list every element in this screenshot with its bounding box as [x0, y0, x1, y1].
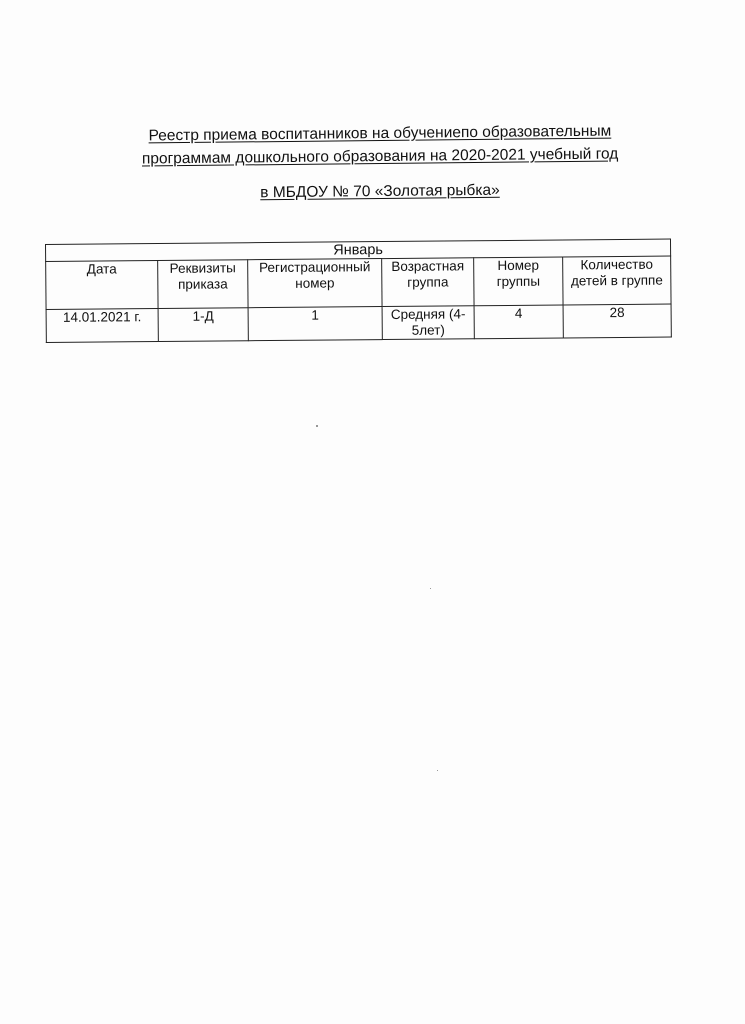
register-table [45, 239, 672, 343]
cell-age-group: Средняя (4-5лет) [382, 306, 474, 340]
scan-speck [437, 770, 438, 771]
cell-date: 14.01.2021 г. [46, 309, 158, 343]
header-row [46, 256, 671, 309]
cell-order: 1-Д [158, 308, 248, 342]
header-date: Дата [46, 261, 158, 310]
title-line-2: программам дошкольного образования на 2020-2021 учебный год [141, 145, 619, 168]
scan-speck [430, 588, 431, 589]
cell-children-count: 28 [563, 304, 671, 338]
header-group-number: Номер группы [474, 257, 563, 306]
header-reg-number: Регистрационный номер [248, 259, 382, 308]
cell-reg-number: 1 [248, 307, 382, 341]
header-age-group: Возрастная группа [382, 258, 474, 307]
table-row [46, 304, 671, 342]
document-title [60, 119, 700, 172]
register-table-container [45, 239, 671, 343]
scan-speck [316, 425, 318, 427]
header-order: Реквизиты приказа [158, 260, 248, 309]
document-subtitle: в МБДОУ № 70 «Золотая рыбка» [260, 181, 500, 202]
cell-group-number: 4 [474, 305, 563, 339]
title-line-1: Реестр приема воспитанников на обучениепо образовательным [148, 122, 612, 145]
month-header: Январь [46, 239, 671, 261]
header-children-count: Количество детей в группе [563, 256, 671, 305]
